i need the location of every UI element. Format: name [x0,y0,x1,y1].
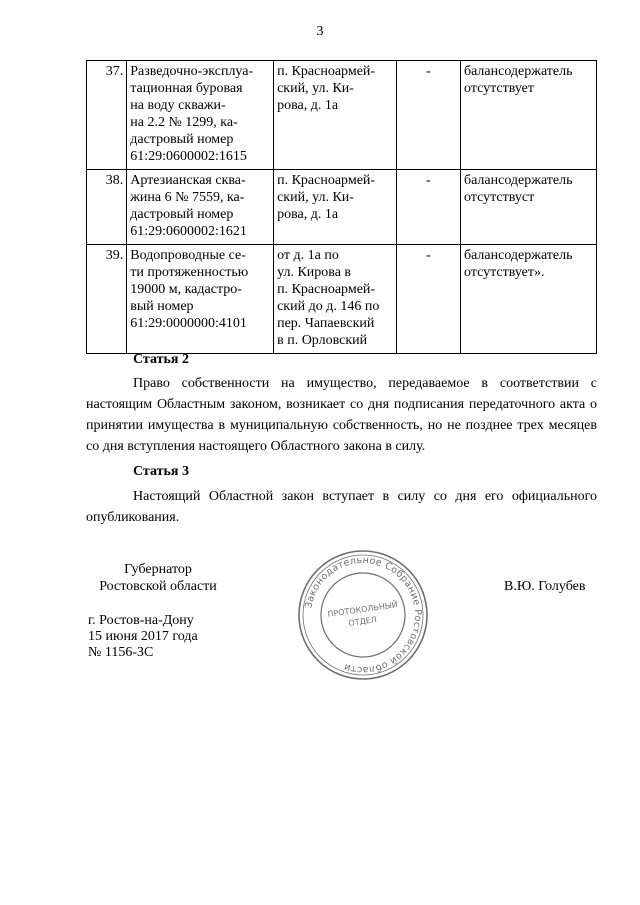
table-row [87,170,597,245]
property-name: Разведочно-эксплуа- тационная буровая на воду скважи- на 2.2 № 1299, ка- дастровый номер 61:29:0600002:1615 [127,61,274,170]
official-stamp [296,548,430,682]
row-number: 39. [87,245,127,354]
table-row [87,245,597,354]
article-2-heading: Статья 2 [133,352,189,367]
balance-holder: балансодержатель отсутствуст [460,170,596,245]
property-table [86,60,597,354]
table-row [87,61,597,170]
stamp-outer-ring [299,551,427,679]
stamp-inner-line-2: ОТДЕЛ [347,615,378,628]
row-number: 37. [87,61,127,170]
signing-date: 15 июня 2017 года [88,629,198,644]
signing-place: г. Ростов-на-Дону [88,613,194,628]
property-address: п. Красноармей- ский, ул. Ки- рова, д. 1а [274,170,396,245]
article-3-text: Настоящий Областной закон вступает в силу со дня его официального опубликования. [86,489,597,525]
stamp-outer-text: Законодательное Собрание Ростовской области [303,554,424,676]
property-area: - [396,170,460,245]
property-area: - [396,245,460,354]
property-area: - [396,61,460,170]
property-name: Водопроводные се- ти протяженностью 19000 м, кадастро- вый номер 61:29:0000000:4101 [127,245,274,354]
article-3-heading: Статья 3 [133,464,189,479]
property-address: от д. 1а по ул. Кирова в п. Красноармей- ский до д. 146 по пер. Чапаевский в п. Орловский [274,245,396,354]
balance-holder: балансодержатель отсутствует [460,61,596,170]
property-name: Артезианская сква- жина 6 № 7559, ка- дастровый номер 61:29:0600002:1621 [127,170,274,245]
property-address: п. Красноармей- ский, ул. Ки- рова, д. 1а [274,61,396,170]
page-number: 3 [316,24,324,39]
article-2-text: Право собственности на имущество, передаваемое в соответствии с настоящим Областным законом, возникает со дня подписания передаточного акта о принятии имущества в муниципальную собственность, но не позднее трех месяцев со дня вступления настоящего Областного закона в силу. [86,376,597,454]
signatory-name: В.Ю. Голубев [504,579,586,594]
law-number: № 1156-ЗС [88,645,154,660]
stamp-inner-line-1: ПРОТОКОЛЬНЫЙ [326,600,399,619]
balance-holder: балансодержатель отсутствует». [460,245,596,354]
row-number: 38. [87,170,127,245]
signatory-position: Губернатор Ростовской области [99,562,217,594]
